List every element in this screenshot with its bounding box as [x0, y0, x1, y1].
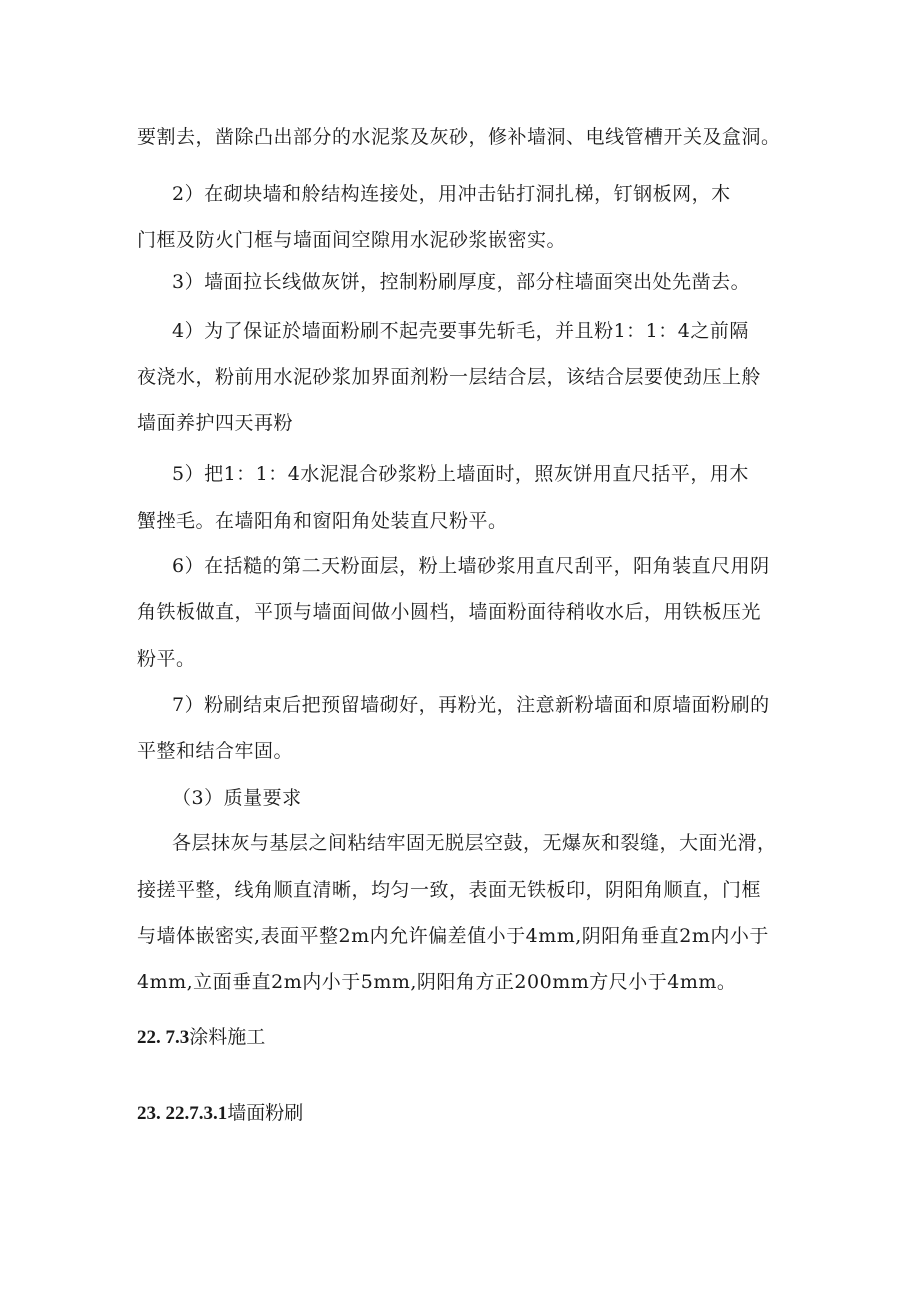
section-title: 涂料施工 [189, 1026, 266, 1048]
paragraph-line: 6）在括糙的第二天粉面层，粉上墙砂浆用直尺刮平，阳角装直尺用阴 [172, 555, 770, 577]
section-heading-wall-plaster [137, 1100, 303, 1127]
paragraph-line: 平整和结合牢固。 [137, 740, 294, 762]
section-number: 22. 7.3 [137, 1027, 190, 1048]
paragraph-line: 与墙体嵌密实,表面平整2m内允许偏差值小于4mm,阴阳角垂直2m内小于 [137, 925, 769, 947]
paragraph-line: 粉平。 [137, 648, 196, 670]
paragraph-line: 各层抹灰与基层之间粘结牢固无脱层空鼓，无爆灰和裂缝，大面光滑， [172, 832, 777, 854]
paragraph-line: 4）为了保证於墙面粉刷不起壳要事先斩毛，并且粉1：1：4之前隔 [172, 320, 749, 342]
paragraph-line: 角铁板做直，平顶与墙面间做小圆档，墙面粉面待稍收水后，用铁板压光 [137, 601, 762, 623]
paragraph-line: 4mm,立面垂直2m内小于5mm,阴阳角方正200mm方尺小于4mm。 [137, 971, 737, 993]
paragraph-line: 要割去，凿除凸出部分的水泥浆及灰砂，修补墙洞、电线管槽开关及盒洞。 [137, 126, 781, 148]
paragraph-line: 5）把1：1：4水泥混合砂浆粉上墙面时，照灰饼用直尺括平，用木 [172, 463, 749, 485]
section-heading-coating [137, 1024, 265, 1051]
paragraph-line: 接搓平整，线角顺直清晰，均匀一致，表面无铁板印，阴阳角顺直，门框 [137, 879, 762, 901]
section-number: 23. 22.7.3.1 [137, 1103, 228, 1124]
section-title: 墙面粉刷 [227, 1102, 304, 1124]
paragraph-line: 蟹挫毛。在墙阳角和窗阳角处装直尺粉平。 [137, 510, 508, 532]
subsection-title: （3）质量要求 [172, 787, 302, 809]
paragraph-line: 7）粉刷结束后把预留墙砌好，再粉光，注意新粉墙面和原墙面粉刷的 [172, 694, 770, 716]
paragraph-line: 门框及防火门框与墙面间空隙用水泥砂浆嵌密实。 [137, 229, 567, 251]
paragraph-line: 2）在砌块墙和舲结构连接处，用冲击钻打洞扎梯，钉钢板网，木 [172, 183, 731, 205]
paragraph-line: 3）墙面拉长线做灰饼，控制粉刷厚度，部分柱墙面突出处先凿去。 [172, 271, 751, 293]
paragraph-line: 墙面养护四天再粉 [137, 412, 294, 434]
paragraph-line: 夜浇水，粉前用水泥砂浆加界面剂粉一层结合层，该结合层要使劲压上舲 [137, 366, 762, 388]
